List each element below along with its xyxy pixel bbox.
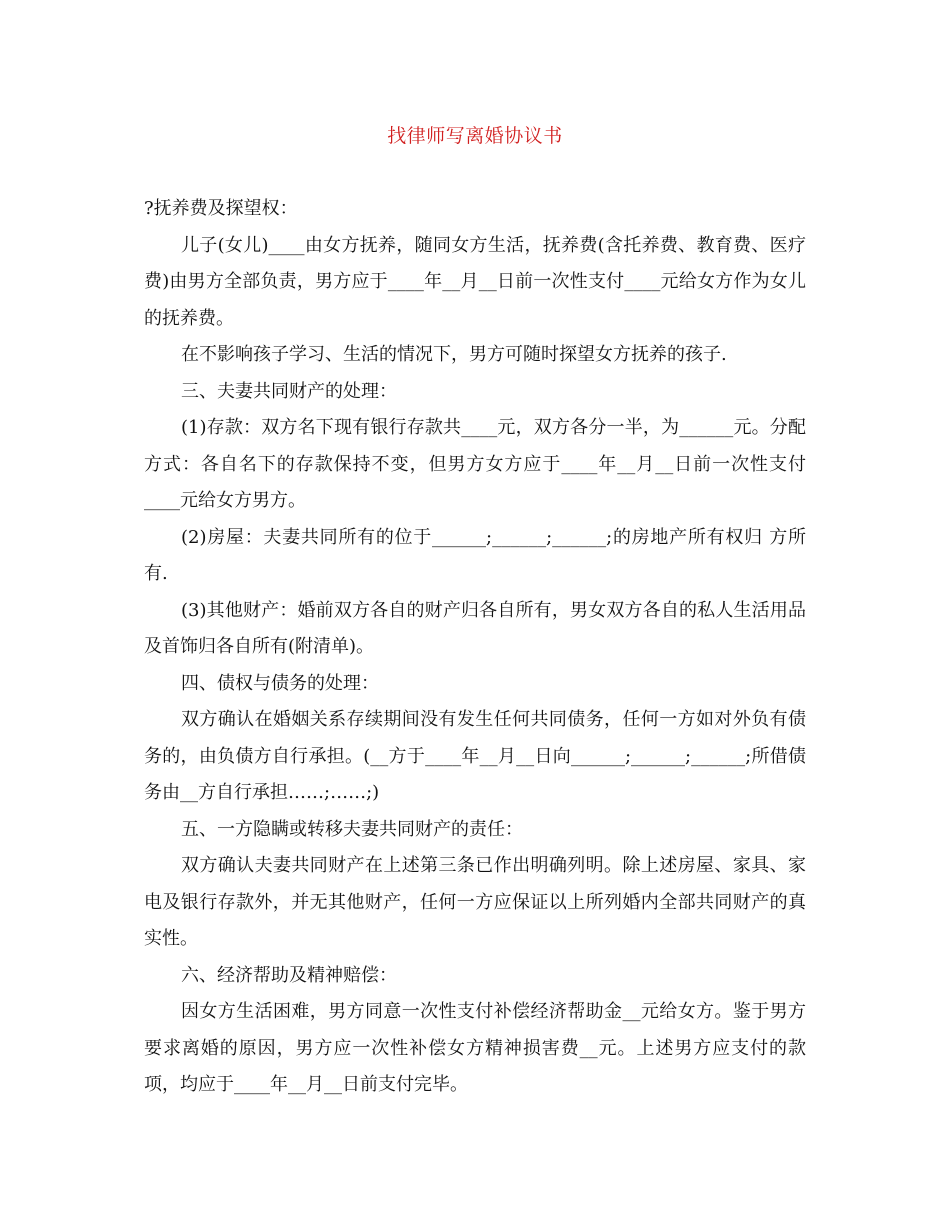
paragraph-visitation: 在不影响孩子学习、生活的情况下，男方可随时探望女方抚养的孩子. xyxy=(181,344,727,365)
section-heading-concealment: 五、一方隐瞒或转移夫妻共同财产的责任： xyxy=(181,818,523,840)
paragraph-other-property: (3)其他财产：婚前双方各自的财产归各自所有，男女双方各自的私人生活用品及首饰归各自所有(附清单)。 xyxy=(144,599,806,657)
section-heading-compensation: 六、经济帮助及精神赔偿： xyxy=(181,964,397,986)
section-heading-property: 三、夫妻共同财产的处理： xyxy=(181,380,397,402)
document-title: 找律师写离婚协议书 xyxy=(387,125,563,147)
paragraph-debts: 双方确认在婚姻关系存续期间没有发生任何共同债务，任何一方如对外负有债务的，由负债方自行承担。(__方于____年__月__日向______;______;______;所借债务由__方自行承担……;……;) xyxy=(144,709,806,803)
paragraph-child-support: 儿子(女儿)____由女方抚养，随同女方生活，抚养费(含托养费、教育费、医疗费)由男方全部负责，男方应于____年__月__日前一次性支付____元给女方作为女儿的抚养费。 xyxy=(144,234,806,329)
paragraph-compensation: 因女方生活困难，男方同意一次性支付补偿经济帮助金__元给女方。鉴于男方要求离婚的原因，男方应一次性补偿女方精神损害费__元。上述男方应支付的款项，均应于____年__月__日前支付完毕。 xyxy=(144,1001,806,1095)
paragraph-custody-heading: ?抚养费及探望权： xyxy=(144,198,298,219)
document-body xyxy=(144,191,806,1104)
section-heading-debts: 四、债权与债务的处理： xyxy=(181,672,379,694)
paragraph-housing: (2)房屋：夫妻共同所有的位于______;______;______;的房地产所有权归 方所有. xyxy=(144,526,806,584)
paragraph-deposits: (1)存款：双方名下现有银行存款共____元，双方各分一半，为______元。分配方式：各自名下的存款保持不变，但男方女方应于____年__月__日前一次性支付____元给女方男方。 xyxy=(144,417,806,511)
paragraph-concealment: 双方确认夫妻共同财产在上述第三条已作出明确列明。除上述房屋、家具、家电及银行存款外，并无其他财产，任何一方应保证以上所列婚内全部共同财产的真实性。 xyxy=(144,855,806,949)
